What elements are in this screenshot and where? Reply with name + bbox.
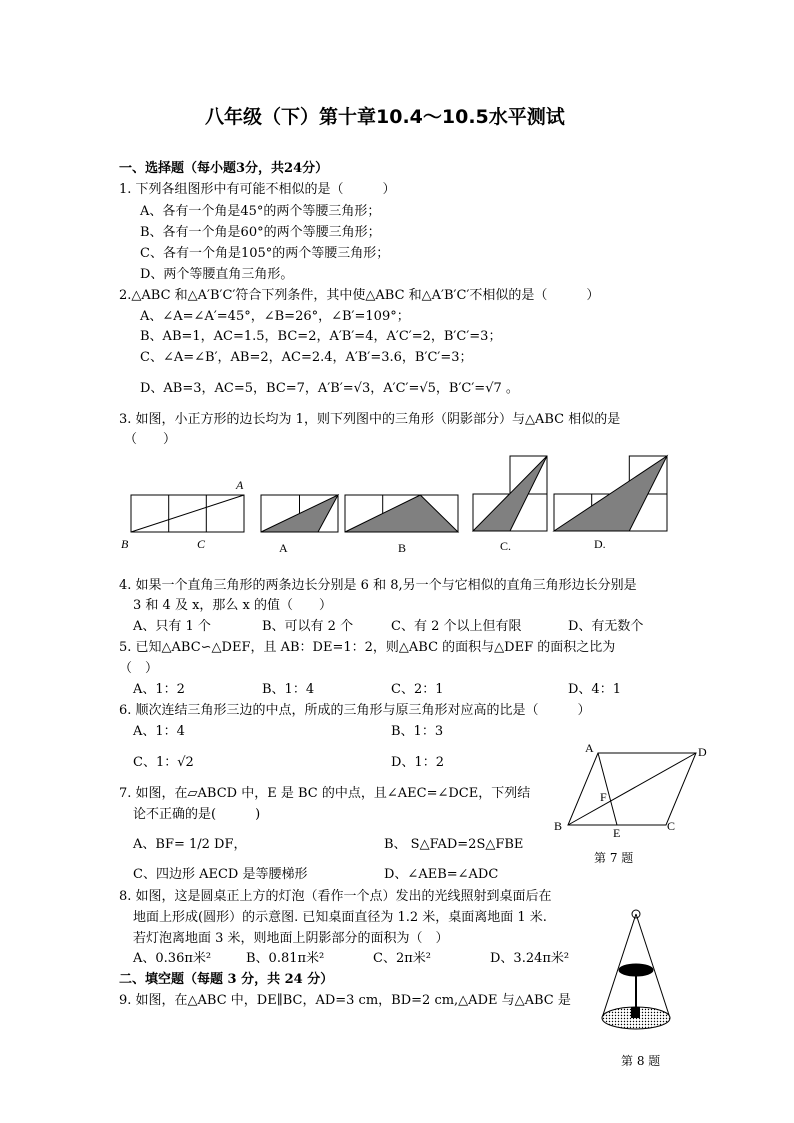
q4-option-b: B、可以有 2 个 [262, 619, 354, 634]
q4-line1: 4. 如果一个直角三角形的两条边长分别是 6 和 8,另一个与它相似的直角三角形边长分别是 [119, 578, 637, 593]
q8-line3: 若灯泡离地面 3 米，则地面上阴影部分的面积为（ ） [133, 931, 449, 946]
q5-option-d: D、4：1 [568, 682, 621, 697]
q5-line1: 5. 已知△ABC∽△DEF，且 AB：DE=1：2，则△ABC 的面积与△DEF 的面积之比为 [119, 640, 616, 655]
q3-option-b-figure [345, 495, 458, 532]
q2-option-b: B、AB=1，AC=1.5，BC=2，A′B′=4，A′C′=2，B′C′=3； [140, 329, 502, 344]
q3-option-a-figure [261, 495, 338, 532]
q2-option-d: D、AB=3，AC=5，BC=7，A′B′=√3，A′C′=√5，B′C′=√7 。 [140, 381, 519, 396]
q8-line1: 8. 如图，这是圆桌正上方的灯泡（看作一个点）发出的光线照射到桌面后在 [119, 889, 552, 904]
section-heading-fill: 二、填空题（每题 3 分，共 24 分） [119, 972, 334, 987]
q8-option-d: D、3.24π米² [490, 951, 570, 966]
q1-option-b: B、各有一个角是60°的两个等腰三角形； [140, 225, 381, 240]
q7-label-e: E [613, 826, 621, 840]
q3-option-b-label: B [398, 541, 407, 555]
q3-option-a-label: A [279, 541, 288, 555]
q7-caption: 第 7 题 [594, 851, 634, 865]
q6-option-a: A、1：4 [133, 724, 185, 739]
q7-label-f: F [600, 790, 607, 804]
q5-option-b: B、1：4 [262, 682, 315, 697]
q8-table-top [619, 964, 653, 976]
q3-reference-grid [131, 495, 244, 532]
page-title: 八年级（下）第十章10.4～10.5水平测试 [205, 106, 565, 128]
q3-label-b: B [121, 537, 129, 551]
q3-option-d-figure [554, 456, 667, 531]
q6-option-d: D、1：2 [391, 755, 444, 770]
q6-stem: 6. 顺次连结三角形三边的中点，所成的三角形与原三角形对应高的比是（ ） [119, 703, 591, 718]
q1-option-d: D、两个等腰直角三角形。 [140, 267, 294, 282]
q8-figure [590, 900, 690, 1040]
q3-stem-line2: （ ） [124, 432, 177, 447]
q7-label-b: B [554, 819, 563, 833]
q4-option-d: D、有无数个 [568, 619, 644, 634]
q7-line1: 7. 如图，在▱ABCD 中，E 是 BC 的中点，且∠AEC=∠DCE，下列结 [119, 786, 531, 801]
q2-stem: 2.△ABC 和△A′B′C′符合下列条件，其中使△ABC 和△A′B′C′不相似的是（ ） [119, 288, 600, 303]
q7-option-c: C、四边形 AECD 是等腰梯形 [133, 867, 308, 882]
q7-line2: 论不正确的是( ) [133, 807, 261, 822]
q8-caption: 第 8 题 [621, 1054, 661, 1068]
q7-label-c: C [667, 819, 676, 833]
q7-option-d: D、∠AEB=∠ADC [384, 867, 499, 882]
q7-label-d: D [698, 745, 707, 759]
q7-option-a: A、BF= 1/2 DF， [133, 837, 247, 852]
q2-option-c: C、∠A=∠B′，AB=2，AC=2.4，A′B′=3.6，B′C′=3； [140, 350, 473, 365]
q4-option-c: C、有 2 个以上但有限 [391, 619, 522, 634]
q6-option-b: B、1：3 [391, 724, 444, 739]
q7-diagonal-bd [568, 753, 696, 825]
q1-option-c: C、各有一个角是105°的两个等腰三角形； [140, 246, 390, 261]
q3-option-d-label: D. [594, 537, 606, 551]
q7-figure [560, 745, 720, 845]
q4-option-a: A、只有 1 个 [133, 619, 211, 634]
q8-option-c: C、2π米² [373, 951, 431, 966]
q3-label-c: C [197, 537, 206, 551]
q5-line2: （ ） [119, 661, 159, 676]
q7-label-a: A [585, 741, 594, 755]
section-heading-choice: 一、选择题（每小题3分，共24分） [119, 161, 329, 176]
q3-option-c-figure [473, 456, 547, 531]
q7-segment-ae [598, 753, 617, 825]
q1-stem: 1. 下列各组图形中有可能不相似的是（ ） [119, 182, 396, 197]
q8-option-b: B、0.81π米² [246, 951, 325, 966]
q3-label-a: A [236, 478, 244, 492]
q8-line2: 地面上形成(圆形）的示意图. 已知桌面直径为 1.2 米，桌面离地面 1 米. [133, 910, 547, 925]
q9-line1: 9. 如图，在△ABC 中，DE∥BC，AD=3 cm，BD=2 cm,△ADE 与△ABC 是 [119, 993, 571, 1008]
q5-option-c: C、2：1 [391, 682, 444, 697]
q3-stem-line1: 3. 如图，小正方形的边长均为 1，则下列图中的三角形（阴影部分）与△ABC 相似的是 [119, 412, 621, 427]
q3-option-c-label: C. [500, 539, 512, 553]
q5-option-a: A、1：2 [133, 682, 185, 697]
q3-ref-hypotenuse [131, 495, 244, 532]
q7-option-b: B、 S△FAD=2S△FBE [384, 837, 524, 852]
q4-line2: 3 和 4 及 x，那么 x 的值（ ） [133, 598, 332, 613]
q6-option-c: C、1：√2 [133, 755, 194, 770]
q3-figures [0, 450, 794, 570]
q1-option-a: A、各有一个角是45°的两个等腰三角形； [140, 204, 381, 219]
q2-option-a: A、∠A=∠A′=45°，∠B=26°，∠B′=109°； [140, 309, 410, 324]
q8-option-a: A、0.36π米² [133, 951, 212, 966]
